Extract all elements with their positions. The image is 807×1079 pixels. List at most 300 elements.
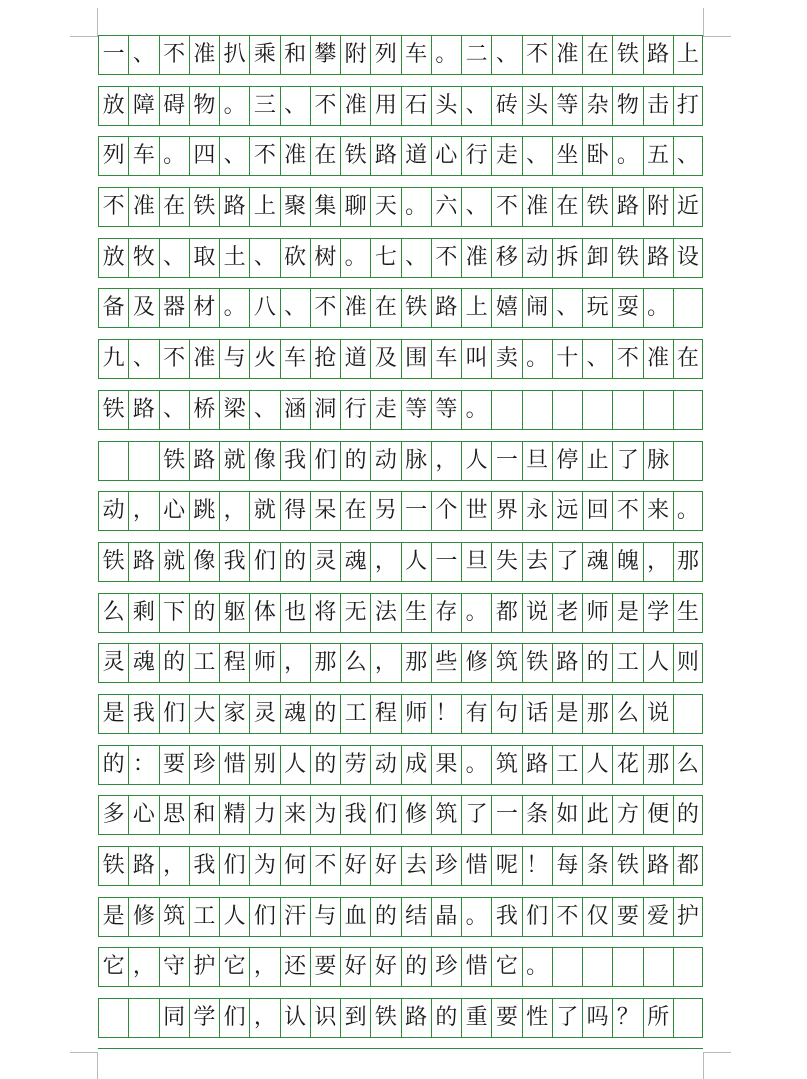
grid-cell: 它	[219, 947, 249, 987]
row-text	[98, 897, 703, 937]
grid-cell	[98, 441, 128, 481]
grid-cell: 方	[612, 795, 642, 835]
grid-cell: 的	[431, 998, 461, 1038]
grid-row	[98, 187, 703, 238]
grid-cell: 附	[643, 187, 673, 227]
grid-cell: 学	[643, 593, 673, 633]
grid-cell: 的	[370, 897, 400, 937]
grid-cell: 放	[98, 86, 128, 126]
grid-cell: 砍	[280, 238, 310, 278]
grid-cell: 的	[280, 542, 310, 582]
grid-cell: 那	[401, 643, 431, 683]
grid-cell: 不	[159, 35, 189, 75]
grid-cell: 跳	[189, 491, 219, 531]
row-text	[98, 288, 703, 328]
grid-cell: 有	[461, 694, 491, 734]
grid-cell: 。	[461, 390, 491, 430]
grid-cell: 天	[370, 187, 400, 227]
grid-cell: 上	[461, 288, 491, 328]
grid-cell: 洞	[310, 390, 340, 430]
grid-cell: 不	[159, 339, 189, 379]
grid-row	[98, 441, 703, 492]
grid-cell: 。	[219, 86, 249, 126]
grid-cell: 得	[280, 491, 310, 531]
grid-cell: 近	[673, 187, 703, 227]
grid-cell: 灵	[310, 542, 340, 582]
grid-cell: 准	[189, 339, 219, 379]
margin-guide	[97, 1052, 98, 1079]
grid-cell: 路	[643, 846, 673, 886]
grid-cell: 行	[461, 136, 491, 176]
grid-cell: 列	[98, 136, 128, 176]
grid-cell: 汗	[280, 897, 310, 937]
grid-cell: ，	[219, 491, 249, 531]
grid-cell: 还	[280, 947, 310, 987]
grid-cell: 在	[370, 288, 400, 328]
grid-row	[98, 542, 703, 593]
grid-cell: 了	[612, 441, 642, 481]
grid-cell: 别	[249, 745, 279, 785]
grid-cell: 土	[219, 238, 249, 278]
grid-cell: 的	[98, 745, 128, 785]
grid-cell: 及	[128, 288, 158, 328]
grid-cell: 。	[461, 593, 491, 633]
grid-cell: 精	[219, 795, 249, 835]
grid-cell: 师	[582, 593, 612, 633]
grid-cell: 像	[189, 542, 219, 582]
grid-cell: 、	[249, 390, 279, 430]
grid-cell: 血	[340, 897, 370, 937]
grid-cell: 句	[491, 694, 521, 734]
grid-row	[98, 593, 703, 644]
grid-cell: 路	[401, 998, 431, 1038]
grid-cell	[98, 998, 128, 1038]
row-text	[98, 694, 703, 734]
grid-cell: ，	[370, 542, 400, 582]
margin-guide	[703, 8, 704, 36]
grid-cell: 涵	[280, 390, 310, 430]
grid-cell: 、	[159, 390, 189, 430]
grid-cell	[582, 390, 612, 430]
grid-cell: 在	[552, 187, 582, 227]
grid-cell: 准	[280, 136, 310, 176]
grid-cell: 们	[219, 846, 249, 886]
grid-cell: 、	[582, 339, 612, 379]
grid-cell: 程	[219, 643, 249, 683]
grid-cell: 十	[552, 339, 582, 379]
margin-guide	[703, 1052, 731, 1053]
grid-cell: 的	[401, 947, 431, 987]
grid-cell: 七	[370, 238, 400, 278]
grid-cell: 魂	[582, 542, 612, 582]
grid-cell: 惜	[461, 846, 491, 886]
grid-cell: 筑	[491, 745, 521, 785]
grid-cell: 是	[552, 694, 582, 734]
grid-cell: 砖	[491, 86, 521, 126]
grid-cell: 九	[98, 339, 128, 379]
grid-cell: 要	[310, 947, 340, 987]
grid-cell: 六	[431, 187, 461, 227]
grid-cell: 无	[340, 593, 370, 633]
grid-cell: 好	[340, 846, 370, 886]
grid-cell: 就	[249, 491, 279, 531]
grid-cell: 便	[643, 795, 673, 835]
grid-cell: 、	[461, 187, 491, 227]
grid-cell	[552, 947, 582, 987]
grid-cell: 铁	[98, 390, 128, 430]
grid-cell: 一	[431, 542, 461, 582]
grid-cell: 在	[582, 35, 612, 75]
grid-cell: 魂	[340, 542, 370, 582]
grid-cell: 准	[461, 238, 491, 278]
grid-cell: 附	[340, 35, 370, 75]
grid-cell: 人	[461, 441, 491, 481]
grid-cell: 条	[582, 846, 612, 886]
grid-cell: 动	[370, 745, 400, 785]
grid-cell: 修	[461, 643, 491, 683]
grid-cell: 脉	[643, 441, 673, 481]
grid-cell: 准	[643, 339, 673, 379]
grid-cell: 则	[673, 643, 703, 683]
grid-cell: 。	[401, 187, 431, 227]
grid-cell: 剩	[128, 593, 158, 633]
grid-cell: 躯	[219, 593, 249, 633]
grid-cell: 每	[552, 846, 582, 886]
grid-cell: 抢	[310, 339, 340, 379]
grid-cell: 为	[310, 795, 340, 835]
grid-cell: 。	[461, 897, 491, 937]
grid-cell: 如	[552, 795, 582, 835]
grid-cell: 走	[491, 136, 521, 176]
grid-cell: 人	[643, 643, 673, 683]
grid-cell: 树	[310, 238, 340, 278]
row-text	[98, 795, 703, 835]
grid-cell	[643, 390, 673, 430]
grid-row	[98, 136, 703, 187]
grid-cell: 路	[522, 745, 552, 785]
grid-cell: 识	[310, 998, 340, 1038]
grid-cell: 了	[461, 795, 491, 835]
grid-cell: 取	[189, 238, 219, 278]
grid-cell: ，	[128, 491, 158, 531]
grid-row	[98, 998, 703, 1049]
grid-cell: 呢	[491, 846, 521, 886]
grid-cell: 此	[582, 795, 612, 835]
grid-cell	[673, 288, 703, 328]
row-text	[98, 136, 703, 176]
grid-cell: 们	[370, 795, 400, 835]
grid-cell: 我	[128, 694, 158, 734]
grid-cell: 么	[612, 694, 642, 734]
grid-cell: 聚	[280, 187, 310, 227]
grid-cell: 家	[219, 694, 249, 734]
grid-cell: 三	[249, 86, 279, 126]
grid-cell: 准	[128, 187, 158, 227]
grid-cell: 梁	[219, 390, 249, 430]
grid-cell: 头	[431, 86, 461, 126]
grid-cell: 一	[98, 35, 128, 75]
grid-cell: 人	[401, 542, 431, 582]
grid-cell: 魄	[612, 542, 642, 582]
grid-cell: 四	[189, 136, 219, 176]
grid-cell: 工	[189, 897, 219, 937]
grid-cell: 护	[673, 897, 703, 937]
grid-cell: 都	[491, 593, 521, 633]
grid-cell: 多	[98, 795, 128, 835]
grid-cell: 。	[522, 947, 552, 987]
grid-cell: 上	[249, 187, 279, 227]
grid-cell: ！	[522, 846, 552, 886]
grid-cell: 路	[643, 238, 673, 278]
grid-cell: 头	[522, 86, 552, 126]
grid-cell: 回	[582, 491, 612, 531]
grid-cell: 大	[189, 694, 219, 734]
grid-cell: 珍	[431, 947, 461, 987]
grid-cell: 也	[280, 593, 310, 633]
grid-cell: 永	[522, 491, 552, 531]
grid-cell: 、	[522, 136, 552, 176]
grid-cell: 坐	[552, 136, 582, 176]
grid-cell	[673, 998, 703, 1038]
grid-cell: 路	[128, 390, 158, 430]
grid-cell: 聊	[340, 187, 370, 227]
grid-cell: 。	[159, 136, 189, 176]
grid-cell: 和	[189, 795, 219, 835]
grid-cell: ：	[128, 745, 158, 785]
grid-cell: 道	[401, 136, 431, 176]
grid-cell: 果	[431, 745, 461, 785]
grid-cell: ！	[431, 694, 461, 734]
margin-guide	[703, 36, 731, 37]
grid-cell: 。	[673, 491, 703, 531]
grid-cell: 一	[491, 795, 521, 835]
grid-cell: 动	[370, 441, 400, 481]
row-text	[98, 339, 703, 379]
grid-cell: 好	[370, 846, 400, 886]
grid-cell: 么	[673, 745, 703, 785]
row-text	[98, 846, 703, 886]
grid-cell: 所	[643, 998, 673, 1038]
grid-row	[98, 288, 703, 339]
grid-cell: 车	[128, 136, 158, 176]
grid-cell: 停	[552, 441, 582, 481]
row-text	[98, 491, 703, 531]
grid-row	[98, 86, 703, 137]
grid-cell: 。	[522, 339, 552, 379]
grid-cell: 人	[582, 745, 612, 785]
grid-cell: ，	[643, 542, 673, 582]
grid-cell: 五	[643, 136, 673, 176]
grid-cell: 远	[552, 491, 582, 531]
grid-cell: 不	[249, 136, 279, 176]
grid-cell: 老	[552, 593, 582, 633]
grid-cell: 思	[159, 795, 189, 835]
grid-cell: 重	[461, 998, 491, 1038]
grid-cell	[128, 998, 158, 1038]
grid-row	[98, 35, 703, 86]
grid-cell	[582, 947, 612, 987]
grid-cell: 、	[219, 136, 249, 176]
grid-cell: 的	[189, 593, 219, 633]
grid-cell: 铁	[612, 846, 642, 886]
margin-guide	[703, 1052, 704, 1079]
grid-cell: 拆	[552, 238, 582, 278]
grid-cell: ，	[280, 643, 310, 683]
row-text	[98, 86, 703, 126]
grid-cell: 车	[431, 339, 461, 379]
grid-cell: 像	[249, 441, 279, 481]
grid-cell: 不	[310, 846, 340, 886]
grid-cell: 筑	[491, 643, 521, 683]
grid-cell: 车	[401, 35, 431, 75]
row-text	[98, 542, 703, 582]
margin-guide	[70, 1052, 98, 1053]
grid-cell: 在	[159, 187, 189, 227]
grid-cell: 们	[159, 694, 189, 734]
grid-cell: 不	[310, 288, 340, 328]
grid-cell: 耍	[612, 288, 642, 328]
grid-cell: 材	[189, 288, 219, 328]
grid-cell: 修	[401, 795, 431, 835]
grid-cell: 。	[340, 238, 370, 278]
grid-cell: 成	[401, 745, 431, 785]
grid-cell: 不	[98, 187, 128, 227]
grid-cell: 石	[401, 86, 431, 126]
grid-cell: 来	[643, 491, 673, 531]
grid-cell: 集	[310, 187, 340, 227]
grid-cell: 铁	[98, 846, 128, 886]
row-text	[98, 593, 703, 633]
grid-cell: 工	[340, 694, 370, 734]
grid-cell: 、	[461, 86, 491, 126]
grid-cell: 。	[219, 288, 249, 328]
grid-cell: 了	[552, 542, 582, 582]
grid-cell: 惜	[461, 947, 491, 987]
grid-cell: 它	[491, 947, 521, 987]
grid-row	[98, 238, 703, 289]
grid-cell: 么	[98, 593, 128, 633]
grid-row	[98, 694, 703, 745]
grid-row	[98, 897, 703, 948]
grid-cell: 用	[370, 86, 400, 126]
grid-cell: 去	[522, 542, 552, 582]
grid-cell: 路	[552, 643, 582, 683]
grid-cell: 晶	[431, 897, 461, 937]
grid-cell: 心	[159, 491, 189, 531]
grid-cell: 要	[159, 745, 189, 785]
grid-cell: 么	[340, 643, 370, 683]
grid-cell: 是	[98, 897, 128, 937]
grid-cell: 铁	[582, 187, 612, 227]
manuscript-grid	[98, 35, 703, 1049]
grid-cell: 牧	[128, 238, 158, 278]
grid-cell: 师	[249, 643, 279, 683]
grid-cell: 铁	[189, 187, 219, 227]
grid-row	[98, 491, 703, 542]
grid-cell: 准	[522, 187, 552, 227]
grid-cell: 存	[431, 593, 461, 633]
grid-cell: 火	[249, 339, 279, 379]
grid-cell: 将	[310, 593, 340, 633]
grid-cell: 路	[370, 136, 400, 176]
grid-cell: 我	[491, 897, 521, 937]
grid-cell: 爱	[643, 897, 673, 937]
grid-cell: 些	[431, 643, 461, 683]
grid-cell: 们	[310, 441, 340, 481]
grid-cell: 路	[128, 542, 158, 582]
grid-cell: 铁	[370, 998, 400, 1038]
grid-cell: 生	[401, 593, 431, 633]
grid-row	[98, 947, 703, 998]
grid-cell: 修	[128, 897, 158, 937]
grid-cell: 障	[128, 86, 158, 126]
grid-cell: 打	[673, 86, 703, 126]
grid-cell: 那	[643, 745, 673, 785]
grid-cell: 的	[310, 694, 340, 734]
grid-cell: 珍	[189, 745, 219, 785]
margin-guide	[70, 36, 98, 37]
grid-cell: 好	[340, 947, 370, 987]
grid-cell: 为	[249, 846, 279, 886]
grid-cell: 不	[612, 339, 642, 379]
grid-cell: 不	[491, 187, 521, 227]
grid-cell: 条	[522, 795, 552, 835]
grid-cell: 性	[522, 998, 552, 1038]
grid-cell: 的	[673, 795, 703, 835]
grid-cell: 与	[219, 339, 249, 379]
grid-bottom-line	[98, 1048, 703, 1049]
grid-cell: 路	[189, 441, 219, 481]
grid-cell: 道	[340, 339, 370, 379]
grid-cell: 行	[340, 390, 370, 430]
grid-cell: 在	[340, 491, 370, 531]
grid-cell: 心	[431, 136, 461, 176]
grid-cell: 人	[280, 745, 310, 785]
grid-cell: 旦	[522, 441, 552, 481]
grid-cell: 闹	[522, 288, 552, 328]
grid-cell: 动	[98, 491, 128, 531]
grid-cell: 另	[370, 491, 400, 531]
grid-cell: 铁	[159, 441, 189, 481]
grid-cell: ，	[128, 947, 158, 987]
grid-cell: 守	[159, 947, 189, 987]
row-text	[98, 998, 703, 1038]
grid-cell: 杂	[582, 86, 612, 126]
grid-cell: 好	[370, 947, 400, 987]
grid-cell: 不	[552, 897, 582, 937]
grid-cell	[522, 390, 552, 430]
grid-cell: 的	[340, 441, 370, 481]
grid-cell: 仅	[582, 897, 612, 937]
grid-cell: 嬉	[491, 288, 521, 328]
grid-row	[98, 745, 703, 796]
grid-row	[98, 339, 703, 390]
grid-cell: 们	[249, 542, 279, 582]
grid-cell: 击	[643, 86, 673, 126]
grid-cell	[673, 441, 703, 481]
grid-cell: 认	[280, 998, 310, 1038]
grid-cell: 路	[643, 35, 673, 75]
grid-cell: 了	[552, 998, 582, 1038]
grid-cell: 围	[401, 339, 431, 379]
grid-cell: 们	[522, 897, 552, 937]
grid-cell: 惜	[219, 745, 249, 785]
grid-cell: 、	[673, 136, 703, 176]
grid-cell: 卖	[491, 339, 521, 379]
grid-cell: 同	[159, 998, 189, 1038]
grid-cell: 到	[340, 998, 370, 1038]
grid-cell: 、	[491, 35, 521, 75]
